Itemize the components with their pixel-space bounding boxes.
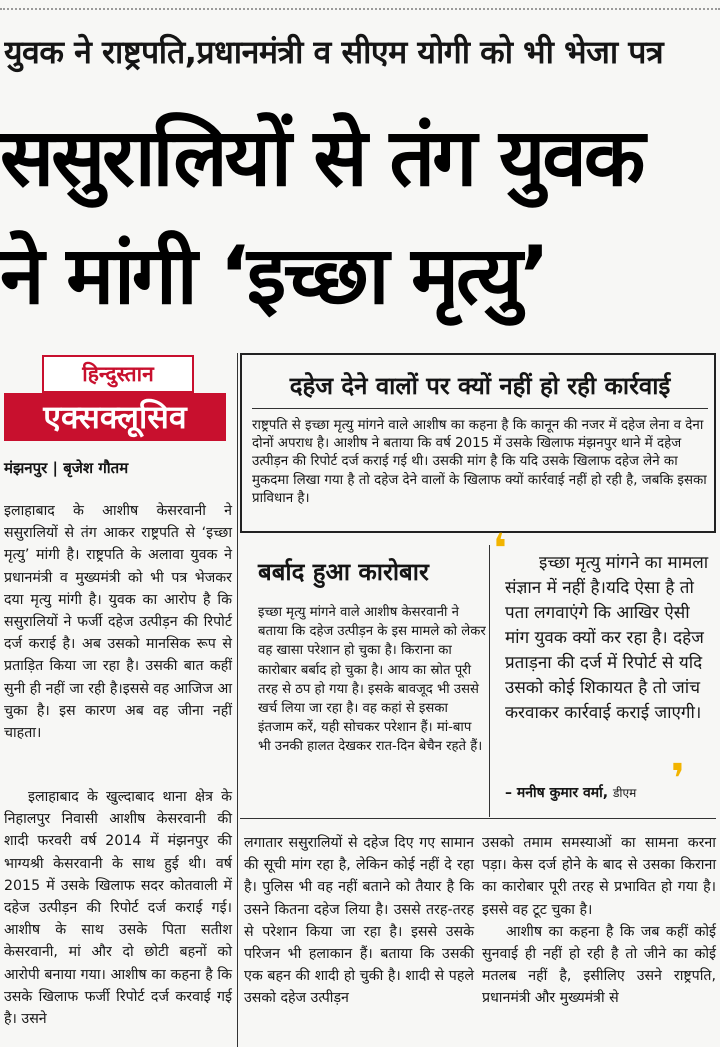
- box-body: इच्छा मृत्यु मांगने वाले आशीष केसरवानी ने बताया कि दहेज उत्पीड़न के इस मामले को लेकर वह खासा परेशान हो चुका है। किराना का कारोबार बर्बाद हो चुका है। आय का स्रोत पूरी तरह से ठप हो गया है। इसके बावजूद भी उससे खर्च लिया जा रहा है। वह कहां से इसका इंतजाम करें, यही सोचकर परेशान हैं। मां-बाप भी उनकी हालत देखकर रात-दिन बेचैन रहते हैं।: [258, 605, 486, 755]
- box-body: राष्ट्रपति से इच्छा मृत्यु मांगने वाले आशीष का कहना है कि कानून की नजर में दहेज लेना व देना दोनों अपराध है। आशीष ने बताया कि वर्ष 2015 में उसके खिलाफ मंझनपुर थाने में दहेज उत्पीड़न की रिपोर्ट दर्ज कराई गई थी। उसकी मांग है कि यदि उसके खिलाफ दहेज लेने का मुकदमा लिखा गया है तो दहेज देने वालों के खिलाफ क्यों कार्रवाई नहीं हो रही है, जबकि इसका प्राविधान है।: [252, 418, 707, 506]
- quote-author-name: – मनीष कुमार वर्मा,: [505, 785, 609, 801]
- left-paragraph-1: इलाहाबाद के आशीष केसरवानी ने ससुरालियों से तंग आकर राष्ट्रपति से ‘इच्छा मृत्यु’ मांगी है। राष्ट्रपति के अलावा युवक ने प्रधानमंत्री व मुख्यमंत्री को भी पत्र भेजकर दया मृत्यु मांगी है। युवक का आरोप है कि ससुरालियों ने फर्जी दहेज उत्पीड़न की रिपोर्ट दर्ज कराई है। अब उसको मानसिक रूप से प्रताड़ित किया जा रहा है। उसकी बात कहीं सुनी ही नहीं जा रही है।इससे वह आजिज आ चुका है। इस कारण अब वह जीना नहीं चाहता।: [4, 503, 232, 742]
- left-column-continued: [4, 786, 232, 1030]
- right-column: [482, 832, 716, 1010]
- quote-author: [505, 781, 636, 806]
- box-divider: [489, 545, 490, 817]
- dm-quote: [493, 526, 717, 815]
- byline: मंझनपुर | बृजेश गौतम: [4, 459, 129, 477]
- headline-line-2: ने मांगी ‘इच्छा मृत्यु’: [0, 229, 548, 322]
- left-paragraph-2: इलाहाबाद के खुल्दाबाद थाना क्षेत्र के निहालपुर निवासी आशीष केसरवानी की शादी फरवरी वर्ष 2014 में मंझनपुर की भाग्यश्री केसरवानी के साथ हुई थी। वर्ष 2015 में उसके खिलाफ सदर कोतवाली में दहेज उत्पीड़न की रिपोर्ट दर्ज कराई गई। आशीष के साथ उसके पिता सतीश केसरवानी, मां और दो छोटी बहनों को आरोपी बनाया गया। आशीष का कहना है कि उसके खिलाफ फर्जी रिपोर्ट दर्ज करवाई गई है। उसने: [4, 789, 232, 1028]
- top-dotted-border: [0, 8, 720, 10]
- column-divider: [237, 353, 238, 1047]
- quote-body: इच्छा मृत्यु मांगने का मामला संज्ञान में नहीं है।यदि ऐसा है तो पता लगवाएंगे कि आखिर ऐसी मांग युवक क्यों कर रहा है। दहेज प्रताड़ना की दर्ज में रिपोर्ट से यदि उसको कोई शिकायत है तो जांच करवाकर कार्रवाई कराई जाएगी।: [505, 553, 709, 723]
- box-title: दहेज देने वालों पर क्यों नहीं हो रही कार्रवाई: [252, 369, 708, 409]
- badge-masthead: हिन्दुस्तान: [42, 355, 194, 393]
- badge-exclusive: एक्सक्लूसिव: [4, 393, 226, 441]
- exclusive-badge: [4, 355, 232, 443]
- quote-close-icon: ❜: [671, 756, 685, 802]
- quote-open-icon: ❛: [493, 526, 507, 572]
- left-column: [4, 500, 232, 744]
- right-paragraph-1: उसको तमाम समस्याओं का सामना करना पड़ा। केस दर्ज होने के बाद से उसका किराना का कारोबार पूरी तरह से प्रभावित हो गया है। इससे वह टूट चुका है।: [482, 835, 716, 918]
- headline-line-1: ससुरालियों से तंग युवक: [0, 111, 643, 204]
- sidebar-box-business: [244, 545, 484, 815]
- middle-paragraph: लगातार ससुरालियों से दहेज दिए गए सामान की सूची मांग रहा है, लेकिन कोई नहीं दे रहा है। पुलिस भी वह नहीं बताने को तैयार है कि उसने कितना दहेज लिया है। उससे तरह-तरह से परेशान किया जा रहा है। इससे उसके परिजन भी हलाकान हैं। बताया कि उसकी एक बहन की शादी हो चुकी है। शादी से पहले उसको दहेज उत्पीड़न: [244, 835, 474, 1007]
- sidebar-box-dowry-action: [240, 353, 716, 533]
- middle-column: [244, 832, 474, 1010]
- box-title: बर्बाद हुआ कारोबार: [258, 558, 429, 586]
- right-paragraph-2: आशीष का कहना है कि जब कहीं कोई सुनवाई ही नहीं हो रही है तो जीने का कोई मतलब नहीं है, इसीलिए उसने राष्ट्रपति, प्रधानमंत्री और मुख्यमंत्री से: [482, 923, 716, 1007]
- quote-author-designation: डीएम: [612, 786, 637, 800]
- section-divider: [240, 818, 716, 819]
- kicker-headline: युवक ने राष्ट्रपति,प्रधानमंत्री व सीएम योगी को भी भेजा पत्र: [4, 33, 664, 71]
